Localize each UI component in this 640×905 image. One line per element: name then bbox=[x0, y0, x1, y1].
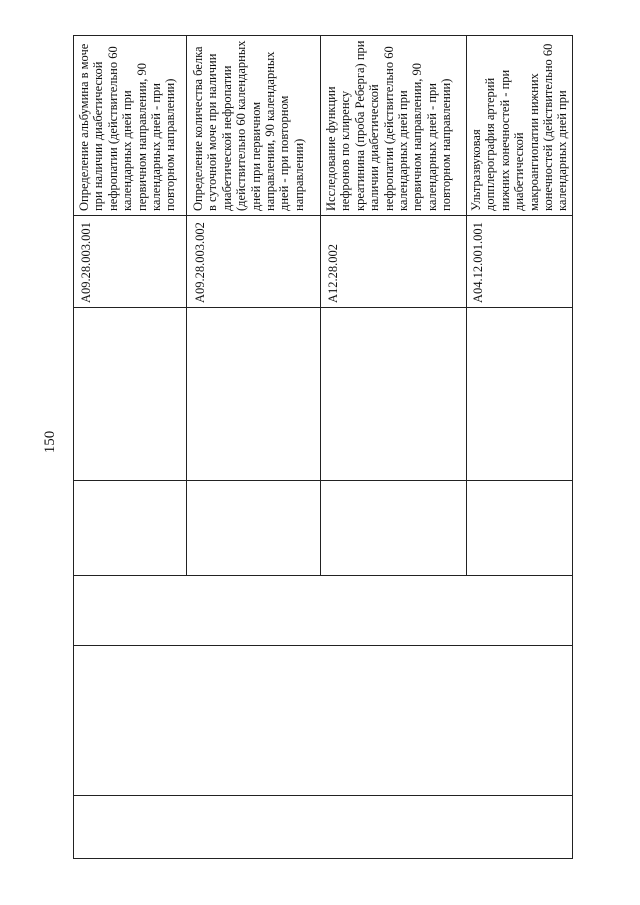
services-table bbox=[73, 35, 573, 859]
service-name-cell: Определение количества белка в суточной моче при наличии диабетической нефропатии (действительно 60 календарных дней при первичном направлении, 90 календарных дней - при повторном направлении) bbox=[191, 40, 306, 211]
column-separator-bottom-1 bbox=[73, 645, 573, 646]
table-border-top bbox=[73, 35, 573, 36]
table-border-right bbox=[572, 35, 573, 859]
row-separator-2 bbox=[320, 35, 321, 575]
row-separator-1 bbox=[186, 35, 187, 575]
table-border-left bbox=[73, 35, 74, 859]
service-code-cell: A09.28.003.002 bbox=[193, 222, 207, 303]
column-separator-lower bbox=[73, 575, 573, 576]
service-name-cell: Исследование функции нефронов по клиренсу креатинина (проба Реберга) при наличии диабетической нефропатии (действительно 60 календарных дней при первичном направлении, 90 календарных дней - при повторном направлении) bbox=[324, 40, 454, 211]
column-separator-bottom-2 bbox=[73, 795, 573, 796]
table-border-bottom bbox=[73, 858, 573, 859]
column-separator-mid bbox=[73, 480, 573, 481]
column-separator-name-code bbox=[73, 215, 573, 216]
service-code-cell: A04.12.001.001 bbox=[471, 222, 485, 303]
service-code-cell: A09.28.003.001 bbox=[79, 222, 93, 303]
page-number: 150 bbox=[42, 430, 58, 454]
row-separator-3 bbox=[466, 35, 467, 575]
service-code-cell: A12.28.002 bbox=[326, 243, 340, 303]
service-name-cell: Ультразвуковая допплерография артерий нижних конечностей - при диабетической макроангиопатии нижних конечностей (действительно 60 календарных дней при bbox=[469, 43, 570, 211]
column-separator-code-next bbox=[73, 307, 573, 308]
service-name-cell: Определение альбумина в моче при наличии диабетической нефропатии (действительно 60 календарных дней при первичном направлении, 90 календарных дней - при повторном направлении) bbox=[77, 43, 178, 211]
